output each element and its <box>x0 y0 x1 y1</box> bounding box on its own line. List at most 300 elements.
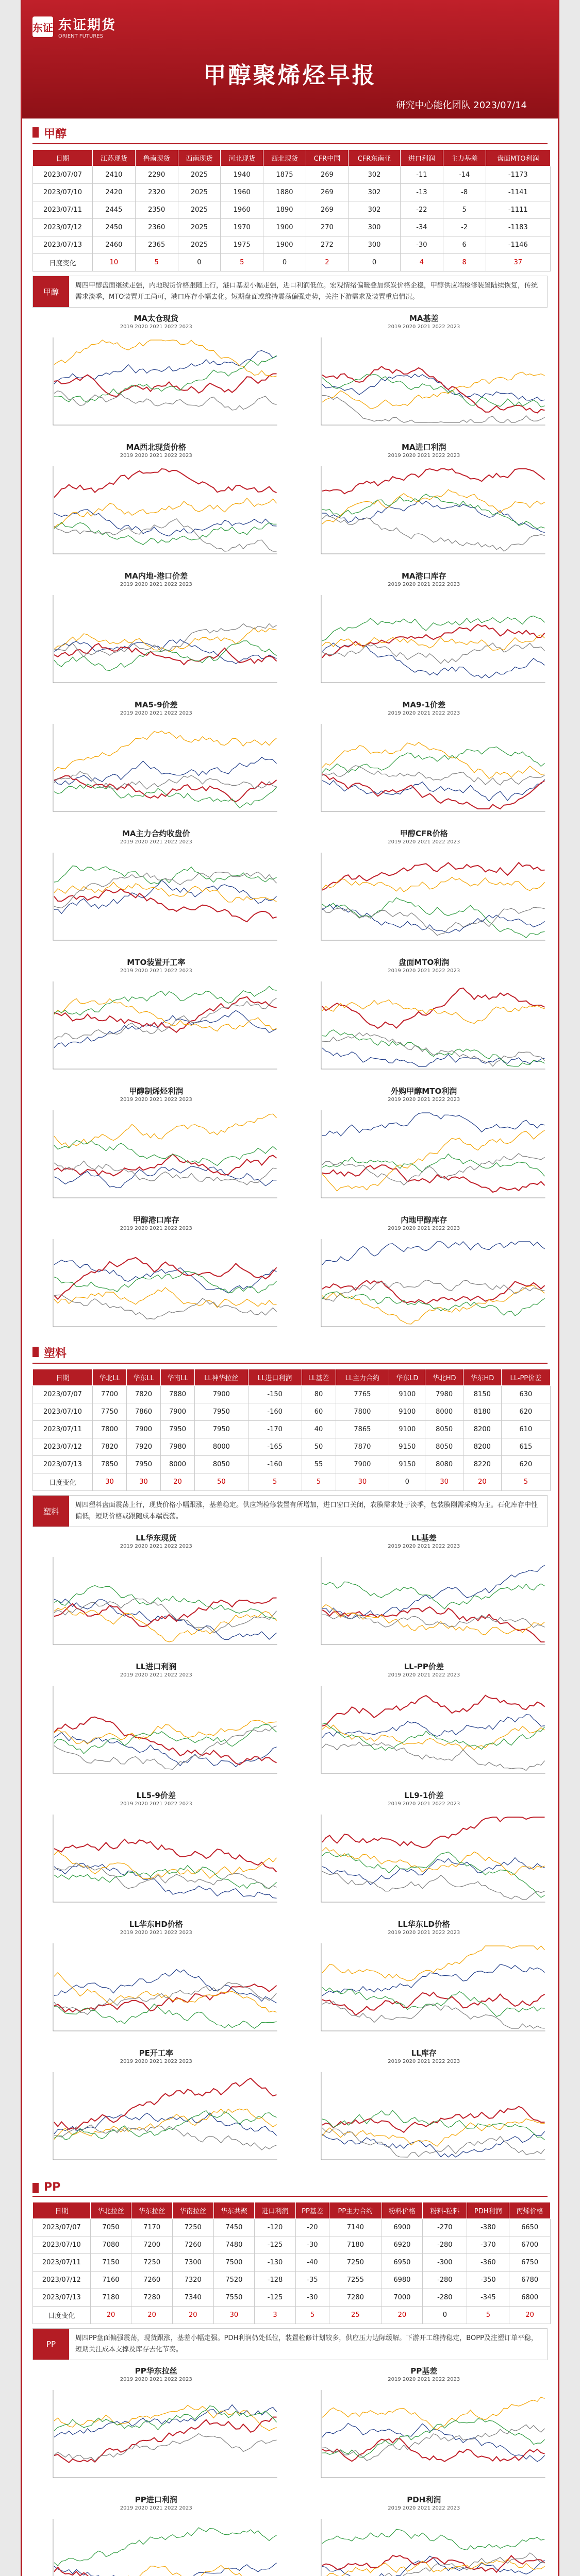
table-cell: 5 <box>467 2307 509 2324</box>
chart-axis <box>321 466 545 554</box>
chart-series-line <box>54 2004 277 2028</box>
chart-plot <box>32 2385 280 2488</box>
chart-series-line <box>54 628 277 652</box>
table-cell: 9150 <box>389 1438 425 1456</box>
table-cell: 7920 <box>127 1438 161 1456</box>
chart-series-line <box>322 1280 544 1304</box>
chart-series-line <box>322 1154 544 1176</box>
chart-title: LL库存 <box>411 2048 437 2058</box>
chart-series-line <box>54 469 277 498</box>
chart-panel <box>301 2047 548 2171</box>
chart-plot <box>301 1809 548 1912</box>
column-header: LL进口利润 <box>248 1369 302 1386</box>
chart-legend: 2019 2020 2021 2022 2023 <box>120 1672 192 1678</box>
chart-series-line <box>322 905 544 933</box>
chart-series-line <box>54 2406 277 2431</box>
chart-axis <box>53 853 277 940</box>
table-cell: 1900 <box>263 236 306 254</box>
column-header: 日期 <box>33 1369 93 1386</box>
table-cell: 30 <box>425 1473 463 1491</box>
chart-plot <box>301 2067 548 2170</box>
chart-axis <box>53 981 277 1069</box>
table-cell: 2025 <box>178 184 221 201</box>
table-cell: 30 <box>92 1473 126 1491</box>
table-cell: 6750 <box>509 2254 551 2272</box>
table-row <box>33 1473 551 1491</box>
table-row <box>33 1456 551 1473</box>
chart-axis <box>53 2072 277 2160</box>
chart-panel <box>301 1661 548 1785</box>
chart-series-line <box>54 2111 277 2140</box>
chart-title: MA内地-港口价差 <box>124 571 188 581</box>
table-cell: -165 <box>248 1438 302 1456</box>
column-header: CFR中国 <box>306 150 348 166</box>
table-header-row <box>33 1369 551 1386</box>
chart-series-line <box>54 1258 277 1299</box>
chart-title: LL华东HD价格 <box>129 1920 183 1929</box>
table-cell: 7260 <box>131 2272 173 2289</box>
chart-series-line <box>54 1141 277 1166</box>
chart-series-line <box>322 2110 544 2140</box>
chart-series-line <box>54 1011 277 1048</box>
chart-legend: 2019 2020 2021 2022 2023 <box>120 324 192 330</box>
table-cell: 7255 <box>329 2272 382 2289</box>
chart-panel <box>32 699 280 823</box>
section-title <box>32 1343 548 1364</box>
table-cell: 1975 <box>221 236 263 254</box>
company-logo <box>32 14 116 39</box>
table-cell: -120 <box>255 2219 296 2236</box>
chart-title: MA基差 <box>409 314 439 323</box>
table-cell: 0 <box>263 254 306 272</box>
table-cell: -125 <box>255 2236 296 2254</box>
report-title: 甲醇聚烯烃早报 <box>203 62 377 89</box>
chart-panel <box>301 2365 548 2489</box>
chart-title: MTO装置开工率 <box>127 958 186 967</box>
chart-plot <box>32 1938 280 2041</box>
chart-series-line <box>322 2107 544 2132</box>
table-cell: 6950 <box>382 2254 423 2272</box>
chart-plot <box>32 2067 280 2170</box>
section-methanol <box>22 124 558 1338</box>
table-cell: 2023/07/10 <box>33 2236 91 2254</box>
chart-panel <box>32 2494 280 2576</box>
chart-axis <box>321 853 545 940</box>
column-header: 河北现货 <box>221 150 263 166</box>
table-cell: 5 <box>135 254 178 272</box>
chart-series-line <box>322 1817 544 1848</box>
table-cell: 10 <box>93 254 136 272</box>
section-title <box>32 2176 548 2197</box>
table-cell: 8080 <box>425 1456 463 1473</box>
table-header-row <box>33 150 551 166</box>
chart-panel <box>32 1661 280 1785</box>
chart-panel <box>32 957 280 1080</box>
table-cell: 7820 <box>127 1386 161 1403</box>
column-header: 华东共聚 <box>213 2202 255 2219</box>
chart-plot <box>32 1234 280 1337</box>
chart-plot <box>301 1552 548 1655</box>
chart-series-line <box>322 2559 544 2576</box>
table-cell: 30 <box>127 1473 161 1491</box>
chart-series-line <box>322 374 544 407</box>
chart-series-line <box>54 340 277 377</box>
table-cell: 20 <box>131 2307 173 2324</box>
chart-legend: 2019 2020 2021 2022 2023 <box>388 2505 460 2511</box>
column-header: 进口利润 <box>401 150 443 166</box>
column-header: 华北LL <box>92 1369 126 1386</box>
company-name-en: ORIENT FUTURES <box>58 33 103 39</box>
chart-series-line <box>54 374 277 396</box>
chart-grid <box>32 313 548 1338</box>
table-cell: 7180 <box>329 2236 382 2254</box>
table-cell: 270 <box>306 219 348 236</box>
chart-series-line <box>54 889 277 922</box>
table-cell: 2445 <box>93 201 136 219</box>
chart-plot <box>32 2514 280 2576</box>
table-cell: 2023/07/07 <box>33 166 93 184</box>
table-cell: 7340 <box>172 2289 213 2307</box>
chart-legend: 2019 2020 2021 2022 2023 <box>388 1226 460 1231</box>
chart-panel <box>32 1214 280 1338</box>
table-cell: 7450 <box>213 2219 255 2236</box>
table-cell: -280 <box>423 2289 467 2307</box>
table-header-row <box>33 2202 551 2219</box>
chart-series-line <box>54 2109 277 2139</box>
chart-panel <box>32 1919 280 2042</box>
chart-series-line <box>54 2563 277 2576</box>
chart-legend: 2019 2020 2021 2022 2023 <box>388 839 460 845</box>
chart-series-line <box>54 1586 277 1619</box>
table-cell: -160 <box>248 1456 302 1473</box>
chart-series-line <box>322 2529 544 2550</box>
table-cell: 7200 <box>131 2236 173 2254</box>
chart-plot <box>301 2385 548 2488</box>
chart-panel <box>301 1214 548 1338</box>
table-cell: 2023/07/13 <box>33 236 93 254</box>
section-plastic <box>22 1343 558 2171</box>
chart-axis <box>53 1110 277 1198</box>
table-row <box>33 201 551 219</box>
table-cell: -14 <box>443 166 486 184</box>
chart-plot <box>301 1938 548 2041</box>
chart-title: PP进口利润 <box>135 2495 177 2504</box>
chart-series-line <box>54 2567 277 2576</box>
chart-series-line <box>322 1565 544 1619</box>
table-row <box>33 1421 551 1438</box>
chart-title: PP基差 <box>410 2366 438 2376</box>
table-cell: 6 <box>443 236 486 254</box>
table-cell: 5 <box>295 2307 329 2324</box>
chart-plot <box>32 719 280 822</box>
chart-series-line <box>322 1715 544 1738</box>
chart-title: LL华东现货 <box>136 1533 177 1543</box>
chart-axis <box>53 595 277 683</box>
table-cell: 7800 <box>336 1403 389 1421</box>
chart-plot <box>301 461 548 564</box>
column-header: 华北HD <box>425 1369 463 1386</box>
chart-axis <box>321 2072 545 2160</box>
table-cell: 2023/07/12 <box>33 219 93 236</box>
chart-series-line <box>322 395 544 422</box>
table-cell: 269 <box>306 201 348 219</box>
column-header: 粉料价格 <box>382 2202 423 2219</box>
table-cell: 9150 <box>389 1456 425 1473</box>
column-header: 鲁南现货 <box>135 150 178 166</box>
table-cell: 7900 <box>161 1403 195 1421</box>
table-cell: 2 <box>306 254 348 272</box>
table-cell: -2 <box>443 219 486 236</box>
chart-title: 外购甲醇MTO利润 <box>391 1087 457 1096</box>
table-cell: 0 <box>178 254 221 272</box>
chart-series-line <box>54 643 277 665</box>
chart-series-line <box>54 2078 277 2129</box>
chart-series-line <box>54 1863 277 1898</box>
company-name: 东证期货 <box>58 18 117 33</box>
table-cell: 2023/07/10 <box>33 184 93 201</box>
table-cell: 7260 <box>172 2236 213 2254</box>
column-header: 华东拉丝 <box>131 2202 173 2219</box>
column-header: 丙烯价格 <box>509 2202 551 2219</box>
table-row <box>33 1386 551 1403</box>
chart-series-line <box>322 2425 544 2461</box>
chart-series-line <box>322 1154 544 1185</box>
table-cell: 2025 <box>178 219 221 236</box>
column-header: PP基差 <box>295 2202 329 2219</box>
table-cell: 7820 <box>92 1438 126 1456</box>
column-header: 主力基差 <box>443 150 486 166</box>
chart-legend: 2019 2020 2021 2022 2023 <box>120 582 192 587</box>
table-cell: 7250 <box>329 2254 382 2272</box>
table-cell: -1141 <box>486 184 550 201</box>
chart-series-line <box>54 624 277 657</box>
table-cell: 7800 <box>92 1421 126 1438</box>
chart-series-line <box>322 1285 544 1324</box>
chart-title: 盘面MTO利润 <box>399 958 450 967</box>
table-cell: 3 <box>255 2307 296 2324</box>
commentary-box <box>32 1495 548 1527</box>
table-cell: 4 <box>401 254 443 272</box>
chart-plot <box>301 1681 548 1784</box>
chart-series-line <box>54 880 277 914</box>
chart-panel <box>301 2494 548 2576</box>
table-cell: 7750 <box>92 1403 126 1421</box>
table-cell: 1960 <box>221 184 263 201</box>
table-cell: 9100 <box>389 1403 425 1421</box>
chart-series-line <box>322 642 544 679</box>
chart-series-line <box>322 494 544 529</box>
chart-panel <box>32 2365 280 2489</box>
chart-legend: 2019 2020 2021 2022 2023 <box>120 1544 192 1549</box>
chart-title: PP华东拉丝 <box>135 2366 177 2376</box>
table-cell: 7870 <box>336 1438 389 1456</box>
column-header: LL主力合约 <box>336 1369 389 1386</box>
table-cell: 6650 <box>509 2219 551 2236</box>
section-title-text: 塑料 <box>32 1345 67 1361</box>
table-row <box>33 166 551 184</box>
table-cell: 2023/07/13 <box>33 2289 91 2307</box>
table-cell: 8150 <box>463 1386 501 1403</box>
table-cell: 302 <box>349 184 401 201</box>
table-cell: 630 <box>501 1386 550 1403</box>
table-row <box>33 2219 551 2236</box>
table-row <box>33 236 551 254</box>
table-cell: 7500 <box>213 2254 255 2272</box>
table-cell: 2023/07/13 <box>33 1456 93 1473</box>
chart-series-line <box>322 2397 544 2430</box>
table-cell: 55 <box>302 1456 336 1473</box>
table-cell: -1146 <box>486 236 550 254</box>
table-cell: -35 <box>295 2272 329 2289</box>
chart-panel <box>32 1086 280 1209</box>
chart-legend: 2019 2020 2021 2022 2023 <box>388 453 460 459</box>
chart-series-line <box>322 469 544 494</box>
chart-series-line <box>322 372 544 409</box>
chart-series-line <box>54 986 277 1015</box>
table-cell: 7520 <box>213 2272 255 2289</box>
table-cell: 2023/07/07 <box>33 1386 93 1403</box>
chart-series-line <box>322 1946 544 1981</box>
chart-series-line <box>322 1725 544 1750</box>
chart-series-line <box>322 624 544 658</box>
chart-legend: 2019 2020 2021 2022 2023 <box>388 2059 460 2064</box>
chart-legend: 2019 2020 2021 2022 2023 <box>388 1930 460 1936</box>
chart-title: 甲醇CFR价格 <box>400 829 448 838</box>
table-cell: 日度变化 <box>33 2307 91 2324</box>
table-cell: 2025 <box>178 201 221 219</box>
chart-series-line <box>322 616 544 641</box>
table-row <box>33 2254 551 2272</box>
chart-plot <box>32 1681 280 1784</box>
table-cell: -360 <box>467 2254 509 2272</box>
chart-title: 内地甲醇库存 <box>401 1215 448 1225</box>
chart-panel <box>32 2047 280 2171</box>
table-cell: 50 <box>195 1473 248 1491</box>
chart-panel <box>301 1919 548 2042</box>
table-cell: -160 <box>248 1403 302 1421</box>
chart-series-line <box>54 1973 277 2012</box>
chart-title: MA太仓现货 <box>134 314 179 323</box>
chart-title: MA西北现货价格 <box>126 443 187 452</box>
table-cell: 7000 <box>382 2289 423 2307</box>
table-cell: 7850 <box>92 1456 126 1473</box>
table-cell: -280 <box>423 2272 467 2289</box>
section-title <box>32 124 548 144</box>
table-cell: 615 <box>501 1438 550 1456</box>
table-cell: 7950 <box>161 1421 195 1438</box>
table-cell: 300 <box>349 236 401 254</box>
table-row <box>33 184 551 201</box>
table-cell: 2023/07/12 <box>33 1438 93 1456</box>
table-cell: 7250 <box>131 2254 173 2272</box>
table-cell: 2365 <box>135 236 178 254</box>
chart-series-line <box>54 1114 277 1147</box>
chart-series-line <box>322 1696 544 1726</box>
chart-plot <box>32 848 280 951</box>
chart-panel <box>301 957 548 1080</box>
table-cell: 6920 <box>382 2236 423 2254</box>
table-cell: 20 <box>382 2307 423 2324</box>
chart-title: MA进口利润 <box>401 443 446 452</box>
table-cell: 2025 <box>178 236 221 254</box>
table-cell: 7550 <box>213 2289 255 2307</box>
chart-axis <box>321 2519 545 2576</box>
table-cell: -22 <box>401 201 443 219</box>
chart-legend: 2019 2020 2021 2022 2023 <box>388 1544 460 1549</box>
table-cell: 7950 <box>195 1403 248 1421</box>
table-cell: 7160 <box>90 2272 131 2289</box>
chart-title: LL5-9价差 <box>136 1791 176 1800</box>
chart-series-line <box>322 500 544 532</box>
chart-axis <box>53 724 277 811</box>
chart-series-line <box>54 2528 277 2566</box>
table-cell: 0 <box>349 254 401 272</box>
chart-series-line <box>54 522 277 545</box>
chart-legend: 2019 2020 2021 2022 2023 <box>388 1801 460 1807</box>
table-row <box>33 2272 551 2289</box>
chart-axis <box>53 2519 277 2576</box>
column-header: 华北拉丝 <box>90 2202 131 2219</box>
chart-legend: 2019 2020 2021 2022 2023 <box>120 2059 192 2064</box>
chart-series-line <box>322 1030 544 1066</box>
table-cell: 8000 <box>195 1438 248 1456</box>
table-cell: 20 <box>463 1473 501 1491</box>
table-cell: 2360 <box>135 219 178 236</box>
table-cell: 40 <box>302 1421 336 1438</box>
table-cell: 8000 <box>161 1456 195 1473</box>
table-cell: 302 <box>349 201 401 219</box>
chart-series-line <box>54 2417 277 2463</box>
table-cell: 1970 <box>221 219 263 236</box>
chart-series-line <box>54 1287 277 1308</box>
table-cell: -130 <box>255 2254 296 2272</box>
table-cell: 8200 <box>463 1438 501 1456</box>
table-cell: 7980 <box>161 1438 195 1456</box>
section-title-text: PP <box>32 2181 60 2194</box>
chart-series-line <box>322 747 544 773</box>
chart-plot <box>301 332 548 435</box>
chart-title: LL9-1价差 <box>404 1791 444 1800</box>
commentary-box <box>32 276 548 308</box>
chart-series-line <box>322 1614 544 1628</box>
table-cell: -1183 <box>486 219 550 236</box>
column-header: LL基差 <box>302 1369 336 1386</box>
table-cell: 2023/07/07 <box>33 2219 91 2236</box>
chart-series-line <box>54 1161 277 1184</box>
table-cell: 1940 <box>221 166 263 184</box>
commentary-text: 周四塑料盘面震荡上行，现货价格小幅跟涨，基差稳定。供应端检修装置有所增加，进口窗口关闭，农膜需求处于淡季，包装膜刚需采购为主。石化库存中性偏低，短期价格或跟随成本端震荡。 <box>75 1501 538 1520</box>
chart-series-line <box>54 731 277 771</box>
column-header: 华东HD <box>463 1369 501 1386</box>
table-cell: 7080 <box>90 2236 131 2254</box>
table-row <box>33 219 551 236</box>
table-cell: 7180 <box>90 2289 131 2307</box>
table-cell: 日度变化 <box>33 254 93 272</box>
table-cell: 2320 <box>135 184 178 201</box>
chart-legend: 2019 2020 2021 2022 2023 <box>388 1097 460 1103</box>
chart-series-line <box>322 1582 544 1609</box>
chart-legend: 2019 2020 2021 2022 2023 <box>120 2377 192 2382</box>
table-cell: 7980 <box>425 1386 463 1403</box>
table-cell: 2023/07/11 <box>33 1421 93 1438</box>
chart-plot <box>301 2514 548 2576</box>
table-cell: 7050 <box>90 2219 131 2236</box>
table-cell: -270 <box>423 2219 467 2236</box>
table-cell: -34 <box>401 219 443 236</box>
chart-title: PE开工率 <box>139 2048 173 2058</box>
chart-plot <box>301 1105 548 1208</box>
table-cell: -11 <box>401 166 443 184</box>
